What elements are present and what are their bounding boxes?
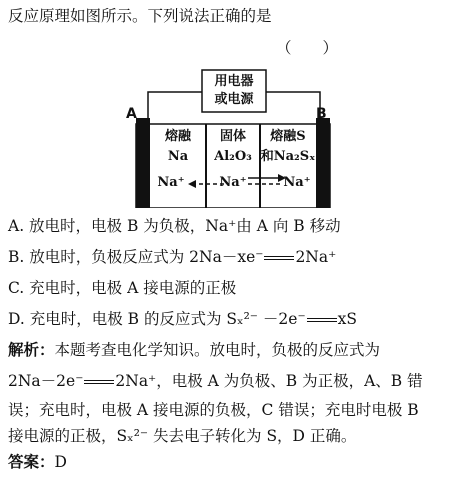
analysis-line-3 [8, 400, 419, 420]
answer-label: 答案： [8, 452, 55, 471]
device-label-2: 或电源 [214, 92, 254, 107]
analysis-line-4 [8, 426, 356, 446]
ion-right: Na⁺ [283, 175, 311, 190]
analysis-text-2b: 2Na⁺，电极 A 为负极、B 为正极，A、B 错 [115, 372, 423, 390]
right-region-label-1: 熔融S [270, 129, 306, 144]
option-d-prefix: D. 充电时，电极 B 的反应式为 Sₓ²⁻ －2e⁻ [8, 310, 306, 328]
analysis-line-2 [8, 371, 423, 391]
ion-left: Na⁺ [157, 175, 185, 190]
right-region-label-2: 和Na₂Sₓ [260, 149, 316, 164]
answer-line [8, 452, 67, 472]
battery-diagram [122, 68, 334, 208]
option-b-prefix: B. 放电时，负极反应式为 2Na－xe⁻ [8, 248, 264, 266]
option-d-suffix: xS [337, 310, 358, 328]
electrode-a [136, 118, 150, 208]
analysis-text-2a: 2Na－2e⁻ [8, 372, 84, 390]
electrode-b [316, 118, 330, 208]
option-a-text: A. 放电时，电极 B 为负极，Na⁺由 A 向 B 移动 [8, 217, 341, 235]
equals-sign [84, 380, 114, 384]
analysis-text-1: 本题考查电化学知识。放电时，负极的反应式为 [54, 341, 381, 359]
electrode-a-label: A [126, 106, 137, 122]
answer-paren [276, 38, 338, 58]
option-b-suffix: 2Na⁺ [295, 248, 337, 266]
equals-sign [264, 256, 294, 260]
option-a [8, 216, 341, 236]
left-region-label-1: 熔融 [164, 129, 191, 144]
option-b [8, 247, 336, 267]
option-c [8, 278, 236, 298]
equals-sign [307, 318, 337, 322]
analysis-text-3: 误；充电时，电极 A 接电源的负极，C 错误；充电时电极 B [8, 401, 419, 419]
wire-right [266, 92, 320, 124]
analysis-line-1 [8, 340, 380, 360]
electrode-b-label: B [316, 106, 327, 122]
intro-text: 反应原理如图所示。下列说法正确的是 [8, 7, 272, 25]
option-d [8, 309, 357, 329]
analysis-text-4: 接电源的正极，Sₓ²⁻ 失去电子转化为 S，D 正确。 [8, 427, 357, 445]
question-intro [8, 6, 272, 26]
mid-region-label-2: Al₂O₃ [214, 149, 252, 164]
answer-value: D [54, 453, 67, 471]
mid-region-label-1: 固体 [219, 129, 246, 144]
ion-mid: Na⁺ [219, 175, 247, 190]
left-region-label-2: Na [167, 149, 189, 164]
analysis-label: 解析： [8, 340, 55, 359]
paren-text: （ ） [276, 39, 339, 57]
option-c-text: C. 充电时，电极 A 接电源的正极 [8, 279, 237, 297]
wire-left [148, 92, 202, 124]
device-label-1: 用电器 [214, 74, 254, 89]
